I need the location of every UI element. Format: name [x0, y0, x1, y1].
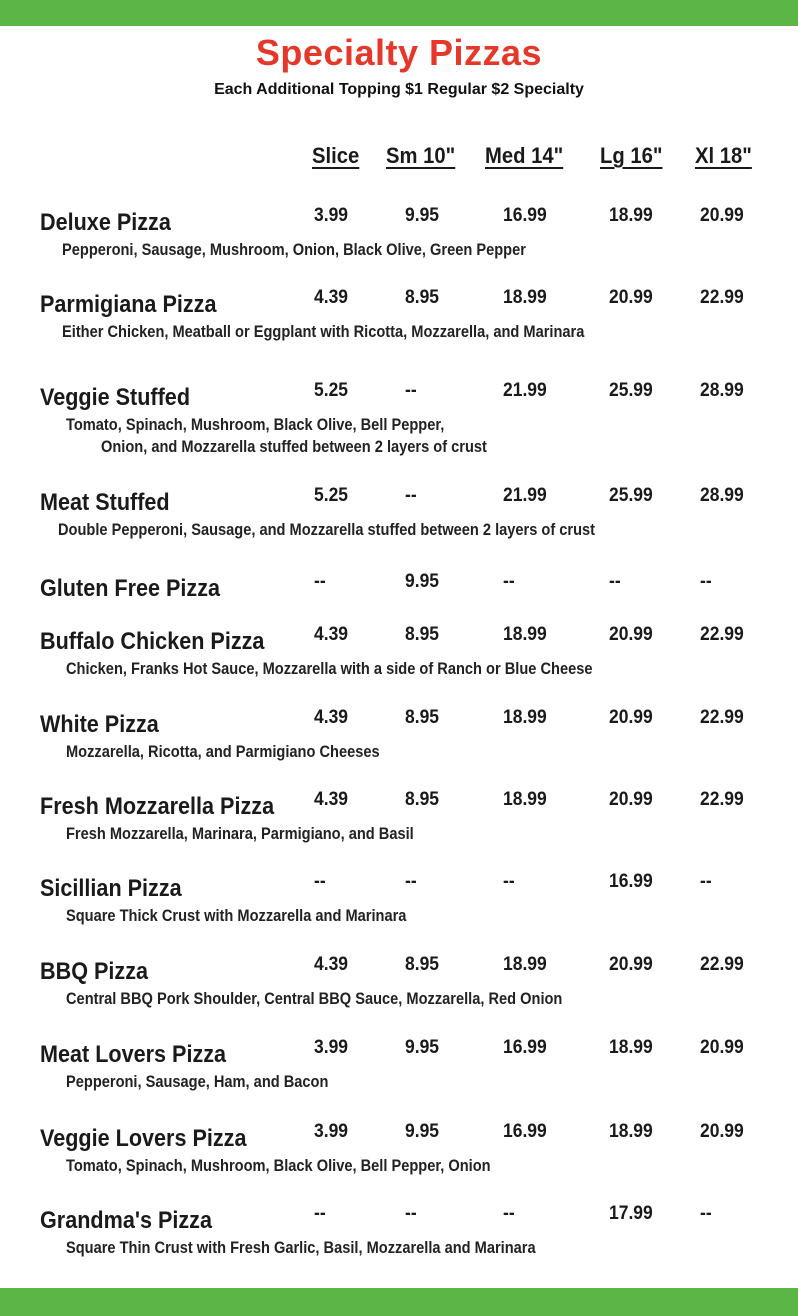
price-large: 18.99 [609, 1121, 653, 1142]
price-large: 25.99 [609, 485, 653, 506]
price-large: 16.99 [609, 871, 653, 892]
topping-note: Each Additional Topping $1 Regular $2 Specialty [214, 81, 584, 98]
top-border-bar [0, 0, 798, 26]
menu-item-name: Veggie Lovers Pizza [40, 1125, 247, 1152]
menu-item-description: Tomato, Spinach, Mushroom, Black Olive, Bell Pepper, [66, 415, 445, 434]
price-medium: 18.99 [503, 789, 547, 810]
price-medium: -- [503, 871, 515, 892]
price-small: 8.95 [405, 624, 440, 645]
price-medium: 18.99 [503, 287, 547, 308]
price-xl: 22.99 [700, 707, 744, 728]
price-small: -- [405, 871, 417, 892]
menu-item-name: Grandma's Pizza [40, 1207, 212, 1234]
menu-item-description: Central BBQ Pork Shoulder, Central BBQ Sauce, Mozzarella, Red Onion [66, 989, 563, 1008]
price-slice: 5.25 [314, 380, 349, 401]
price-medium: 16.99 [503, 1037, 547, 1058]
price-xl: 22.99 [700, 624, 744, 645]
size-header-slice: Slice [312, 143, 360, 168]
price-small: -- [405, 1203, 417, 1224]
menu-item-name: White Pizza [40, 711, 159, 738]
menu-item-description: Chicken, Franks Hot Sauce, Mozzarella with a side of Ranch or Blue Cheese [66, 659, 593, 678]
price-small: 8.95 [405, 954, 440, 975]
price-medium: 16.99 [503, 1121, 547, 1142]
price-slice: 4.39 [314, 789, 349, 810]
price-large: 18.99 [609, 1037, 653, 1058]
price-xl: 22.99 [700, 789, 744, 810]
price-large: 25.99 [609, 380, 653, 401]
size-header-small: Sm 10" [386, 143, 456, 168]
menu-item-name: Gluten Free Pizza [40, 575, 221, 602]
price-large: 20.99 [609, 789, 653, 810]
price-slice: 4.39 [314, 624, 349, 645]
price-slice: 4.39 [314, 954, 349, 975]
price-small: 8.95 [405, 707, 440, 728]
price-xl: 28.99 [700, 485, 744, 506]
price-xl: 22.99 [700, 287, 744, 308]
price-slice: -- [314, 1203, 326, 1224]
price-large: -- [609, 571, 621, 592]
menu-item-description: Either Chicken, Meatball or Eggplant with Ricotta, Mozzarella, and Marinara [62, 322, 585, 341]
size-header-medium: Med 14" [485, 143, 564, 168]
price-medium: 21.99 [503, 485, 547, 506]
price-slice: -- [314, 871, 326, 892]
price-small: 9.95 [405, 1121, 440, 1142]
price-large: 20.99 [609, 287, 653, 308]
price-small: 9.95 [405, 205, 440, 226]
menu-item-name: Veggie Stuffed [40, 384, 191, 411]
price-xl: 20.99 [700, 205, 744, 226]
price-large: 20.99 [609, 954, 653, 975]
price-medium: 18.99 [503, 624, 547, 645]
price-large: 20.99 [609, 707, 653, 728]
price-xl: 28.99 [700, 380, 744, 401]
size-header-xl: Xl 18" [695, 143, 752, 168]
menu-item-name: Deluxe Pizza [40, 209, 171, 236]
menu-item-description: Square Thin Crust with Fresh Garlic, Basil, Mozzarella and Marinara [66, 1238, 536, 1257]
price-small: 9.95 [405, 1037, 440, 1058]
price-small: -- [405, 485, 417, 506]
price-small: 9.95 [405, 571, 440, 592]
price-xl: 20.99 [700, 1037, 744, 1058]
price-medium: -- [503, 571, 515, 592]
price-xl: 20.99 [700, 1121, 744, 1142]
price-slice: 3.99 [314, 1121, 349, 1142]
size-header-large: Lg 16" [600, 143, 663, 168]
menu-item-name: Fresh Mozzarella Pizza [40, 793, 275, 820]
menu-item-description: Pepperoni, Sausage, Ham, and Bacon [66, 1072, 329, 1091]
menu-item-description-line2: Onion, and Mozzarella stuffed between 2 layers of crust [101, 437, 487, 456]
menu-item-description: Tomato, Spinach, Mushroom, Black Olive, Bell Pepper, Onion [66, 1156, 491, 1175]
price-medium: 18.99 [503, 707, 547, 728]
price-slice: 3.99 [314, 205, 349, 226]
menu-item-description: Square Thick Crust with Mozzarella and Marinara [66, 906, 407, 925]
menu-title: Specialty Pizzas [255, 32, 543, 73]
price-slice: -- [314, 571, 326, 592]
price-medium: 18.99 [503, 954, 547, 975]
menu-item-name: Meat Lovers Pizza [40, 1041, 227, 1068]
price-medium: 21.99 [503, 380, 547, 401]
menu-item-description: Double Pepperoni, Sausage, and Mozzarella stuffed between 2 layers of crust [58, 520, 596, 539]
price-small: -- [405, 380, 417, 401]
menu-item-name: BBQ Pizza [40, 958, 149, 985]
price-slice: 4.39 [314, 707, 349, 728]
price-xl: -- [700, 1203, 712, 1224]
bottom-border-bar [0, 1288, 798, 1316]
menu-item-description: Pepperoni, Sausage, Mushroom, Onion, Black Olive, Green Pepper [62, 240, 526, 259]
price-large: 17.99 [609, 1203, 653, 1224]
price-small: 8.95 [405, 287, 440, 308]
menu-item-name: Parmigiana Pizza [40, 291, 217, 318]
price-medium: -- [503, 1203, 515, 1224]
price-medium: 16.99 [503, 205, 547, 226]
price-slice: 5.25 [314, 485, 349, 506]
menu-item-description: Fresh Mozzarella, Marinara, Parmigiano, and Basil [66, 824, 414, 843]
menu-item-description: Mozzarella, Ricotta, and Parmigiano Cheeses [66, 742, 380, 761]
menu-item-name: Buffalo Chicken Pizza [40, 628, 265, 655]
price-xl: -- [700, 571, 712, 592]
price-small: 8.95 [405, 789, 440, 810]
price-large: 20.99 [609, 624, 653, 645]
menu-item-name: Sicillian Pizza [40, 875, 182, 902]
price-slice: 3.99 [314, 1037, 349, 1058]
menu-item-name: Meat Stuffed [40, 489, 170, 516]
price-xl: 22.99 [700, 954, 744, 975]
price-slice: 4.39 [314, 287, 349, 308]
price-large: 18.99 [609, 205, 653, 226]
price-xl: -- [700, 871, 712, 892]
